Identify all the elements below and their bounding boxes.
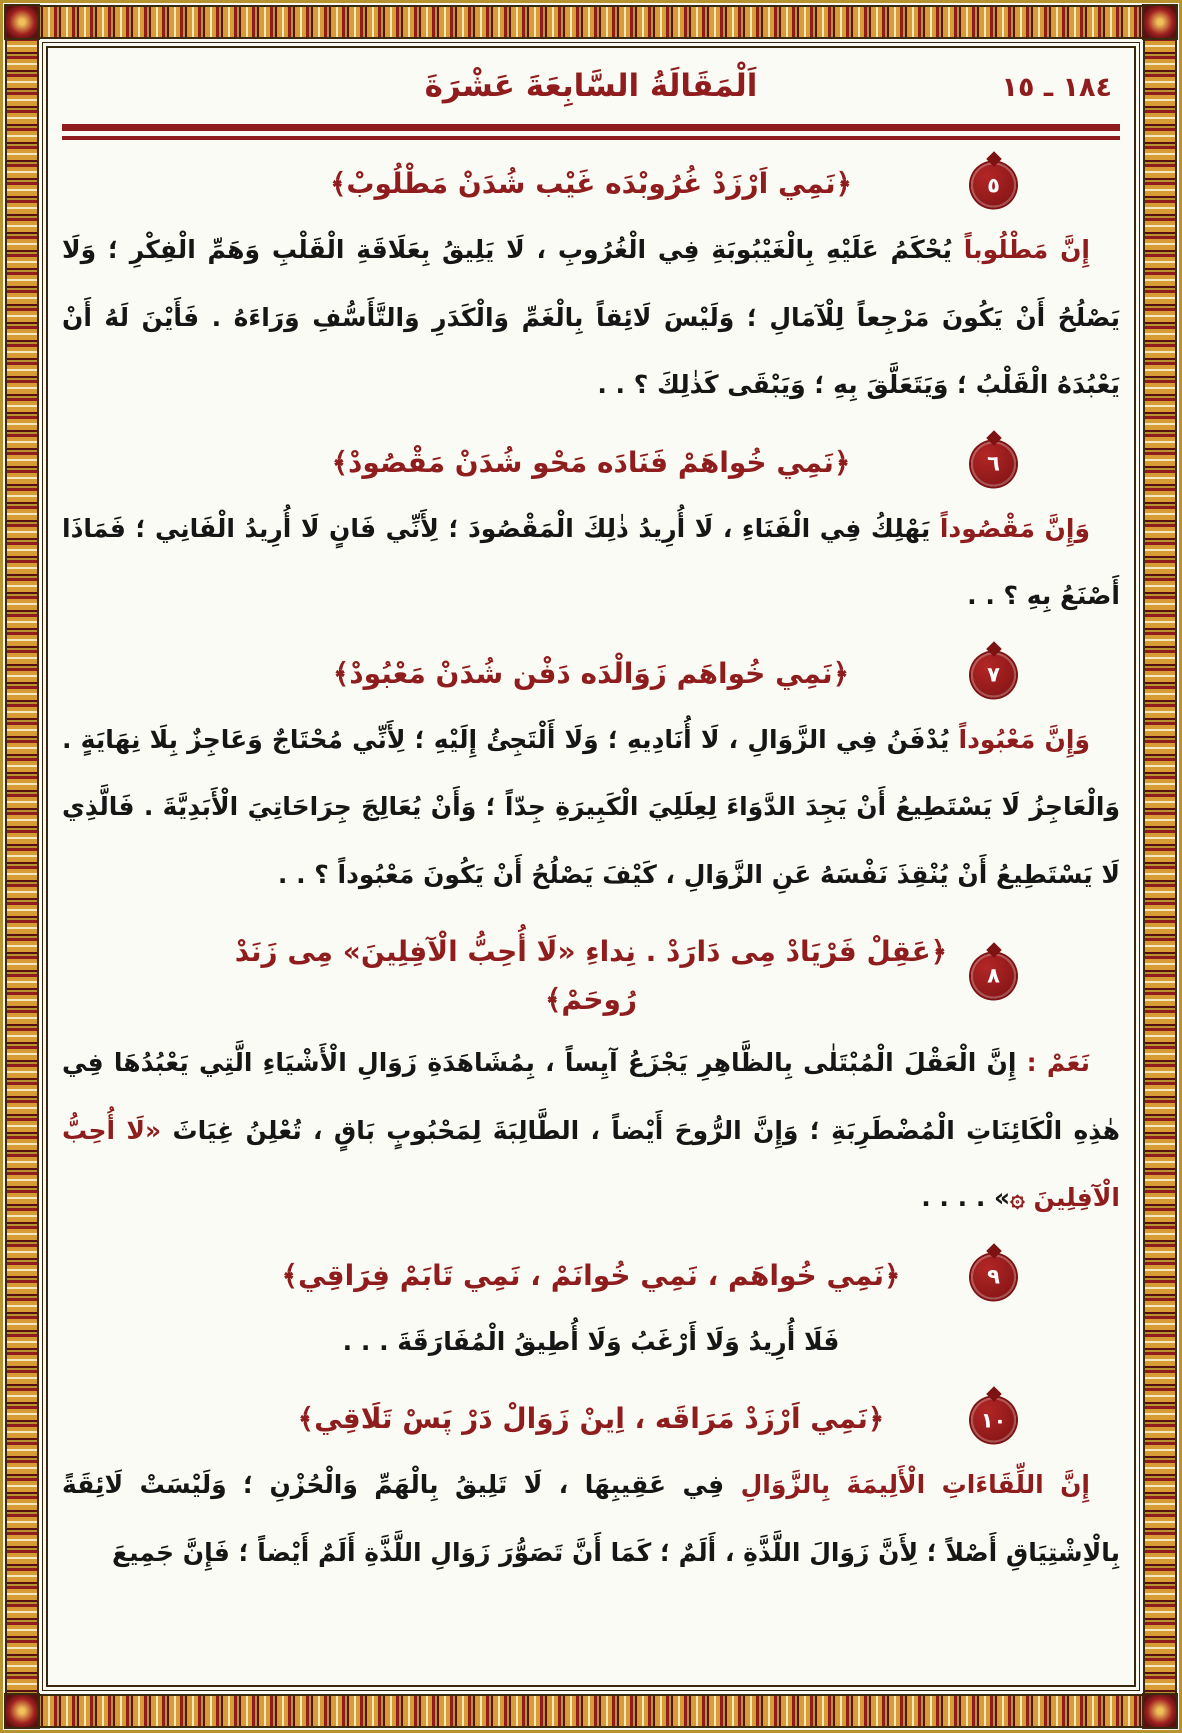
section-9-number-badge: ٩ bbox=[971, 1254, 1016, 1299]
section-7-heading-row bbox=[62, 650, 1120, 700]
section-9-body bbox=[62, 1308, 1120, 1376]
page-number: ١٨٤ ـ ١٥ bbox=[1001, 72, 1112, 103]
section-9 bbox=[62, 1252, 1120, 1376]
section-5 bbox=[62, 160, 1120, 419]
section-7-heading: ﴿نَمِي خُواهَم زَوَالْدَه دَفْن شُدَنْ مَعْبُودْ﴾ bbox=[332, 656, 850, 690]
ornamental-border-right bbox=[1143, 5, 1177, 1728]
page-header bbox=[62, 56, 1120, 118]
section-8 bbox=[62, 928, 1120, 1232]
ornamental-border-left bbox=[5, 5, 39, 1728]
section-6-heading-row bbox=[62, 439, 1120, 489]
section-6 bbox=[62, 439, 1120, 630]
section-10 bbox=[62, 1395, 1120, 1586]
section-8-body-lead: نَعَمْ : bbox=[1026, 1048, 1090, 1078]
section-9-body-text: فَلَا أُرِيدُ وَلَا أَرْغَبُ وَلَا أُطِيقُ الْمُفَارَقَةَ . . . bbox=[342, 1326, 840, 1356]
section-6-heading: ﴿نَمِي خُواهَمْ فَنَادَه مَحْو شُدَنْ مَقْصُودْ﴾ bbox=[331, 445, 851, 479]
ornamental-border-top bbox=[5, 5, 1177, 39]
section-6-body bbox=[62, 495, 1120, 630]
section-10-body-lead: إِنَّ اللِّقَاءَاتِ الْأَلِيمَةَ بِالزَّوَالِ bbox=[740, 1470, 1090, 1500]
section-8-heading: ﴿عَقِلْ فَرْيَادْ مِى دَارَدْ . نِداءِ «لَا أُحِبُّ الْآفِلِينَ» مِى زَنَدْ رُوحَمْ﴾ bbox=[234, 935, 948, 1016]
section-5-number-badge: ٥ bbox=[971, 163, 1016, 208]
section-10-body bbox=[62, 1451, 1120, 1586]
header-double-rule bbox=[62, 124, 1120, 140]
section-5-body-lead: إِنَّ مَطْلُوباً bbox=[963, 235, 1090, 264]
section-10-body-text: فِي عَقِيبِهَا ، لَا تَلِيقُ بِالْهَمِّ وَالْحُزْنِ ؛ وَلَيْسَتْ لَائِقَةً بِالْاِشْتِيَاقِ أَصْلاً ؛ لِأَنَّ زَوَالَ اللَّذَّةِ ، أَلَمٌ ؛ كَمَا أَنَّ تَصَوُّرَ زَوَالِ اللَّذَّةِ أَلَمٌ أَيْضاً ؛ فَإِنَّ جَمِيعَ bbox=[62, 1470, 1120, 1567]
page-content bbox=[62, 56, 1120, 1677]
section-10-heading-row bbox=[62, 1395, 1120, 1445]
border-corner-rosette bbox=[1142, 4, 1178, 40]
page-title: اَلْمَقَالَةُ السَّابِعَةَ عَشْرَةَ bbox=[424, 68, 758, 104]
section-7 bbox=[62, 650, 1120, 909]
section-6-number-badge: ٦ bbox=[971, 441, 1016, 486]
section-7-number-badge: ٧ bbox=[971, 652, 1016, 697]
ornamental-border-bottom bbox=[5, 1694, 1177, 1728]
border-corner-rosette bbox=[1142, 1693, 1178, 1729]
section-9-heading-row bbox=[62, 1252, 1120, 1302]
section-8-number-badge: ٨ bbox=[971, 953, 1016, 998]
section-10-number-badge: ١٠ bbox=[971, 1398, 1016, 1443]
section-10-heading: ﴿نَمِي اَرْزَدْ مَرَاقَه ، اِينْ زَوَالْ دَرْ پَسْ تَلَاقِي﴾ bbox=[297, 1402, 885, 1436]
section-8-body bbox=[62, 1029, 1120, 1232]
section-5-body bbox=[62, 216, 1120, 419]
section-6-body-text: يَهْلِكُ فِي الْفَنَاءِ ، لَا أُرِيدُ ذٰلِكَ الْمَقْصُودَ ؛ لِأَنِّي فَانٍ لَا أُرِيدُ الْفَانِي ؛ فَمَاذَا أَصْنَعُ بِهِ ؟ . . bbox=[62, 513, 1120, 610]
section-8-body-text: إِنَّ الْعَقْلَ الْمُبْتَلٰى بِالظَّاهِرِ يَجْزَعُ آيِساً ، بِمُشَاهَدَةِ زَوَالِ الْأَشْيَاءِ الَّتِي يَعْبُدُهَا فِي هٰذِهِ الْكَائِنَاتِ الْمُضْطَرِبَةِ ؛ وَإِنَّ الرُّوحَ أَيْضاً ، الطَّالِبَةَ لِمَحْبُوبٍ بَاقٍ ، تُعْلِنُ غِيَاثَ bbox=[62, 1048, 1121, 1145]
section-8-body-tail: » . . . . bbox=[921, 1183, 1011, 1213]
section-6-body-lead: وَإِنَّ مَقْصُوداً bbox=[939, 513, 1090, 543]
section-8-body-quote: «لَا أُحِبُّ الْآفِلِينَ ۞ bbox=[62, 1115, 1120, 1213]
section-5-heading-row bbox=[62, 160, 1120, 210]
section-7-body bbox=[62, 706, 1120, 909]
border-corner-rosette bbox=[4, 1693, 40, 1729]
section-5-heading: ﴿نَمِي اَرْزَدْ غُرُوبْدَه غَيْب شُدَنْ مَطْلُوبْ﴾ bbox=[329, 167, 853, 200]
section-9-heading: ﴿نَمِي خُواهَم ، نَمِي خُوانَمْ ، نَمِي تَابَمْ فِرَاقِي﴾ bbox=[281, 1258, 901, 1292]
section-8-heading-row bbox=[62, 928, 1120, 1023]
border-corner-rosette bbox=[4, 4, 40, 40]
section-7-body-lead: وَإِنَّ مَعْبُوداً bbox=[958, 724, 1090, 754]
section-5-body-text: يُحْكَمُ عَلَيْهِ بِالْغَيْبُوبَةِ فِي الْغُرُوبِ ، لَا يَلِيقُ بِعَلَاقَةِ الْقَلْبِ وَهَمِّ الْفِكْرِ ؛ وَلَا يَصْلُحُ أَنْ يَكُونَ مَرْجِعاً لِلْآمَالِ ؛ وَلَيْسَ لَائِقاً بِالْغَمِّ وَالْكَدَرِ وَالتَّأَسُّفِ وَرَاءَهُ . فَأَيْنَ لَهُ أَنْ يَعْبُدَهُ الْقَلْبُ ؛ وَيَتَعَلَّقَ بِهِ ؛ وَيَبْقَى كَذٰلِكَ ؟ . . bbox=[62, 235, 1120, 399]
section-7-body-text: يُدْفَنُ فِي الزَّوَالِ ، لَا أُنَادِيهِ ؛ وَلَا أَلْتَجِئُ إِلَيْهِ ؛ لِأَنِّي مُحْتَاجٌ وَعَاجِزٌ بِلَا نِهَايَةٍ . وَالْعَاجِزُ لَا يَسْتَطِيعُ أَنْ يَجِدَ الدَّوَاءَ لِعِلَلِيَ الْكَبِيرَةِ جِدّاً ؛ وَأَنْ يُعَالِجَ جِرَاحَاتِيَ الْأَبَدِيَّةَ . فَالَّذِي لَا يَسْتَطِيعُ أَنْ يُنْقِذَ نَفْسَهُ عَنِ الزَّوَالِ ، كَيْفَ يَصْلُحُ أَنْ يَكُونَ مَعْبُوداً ؟ . . bbox=[62, 724, 1120, 889]
